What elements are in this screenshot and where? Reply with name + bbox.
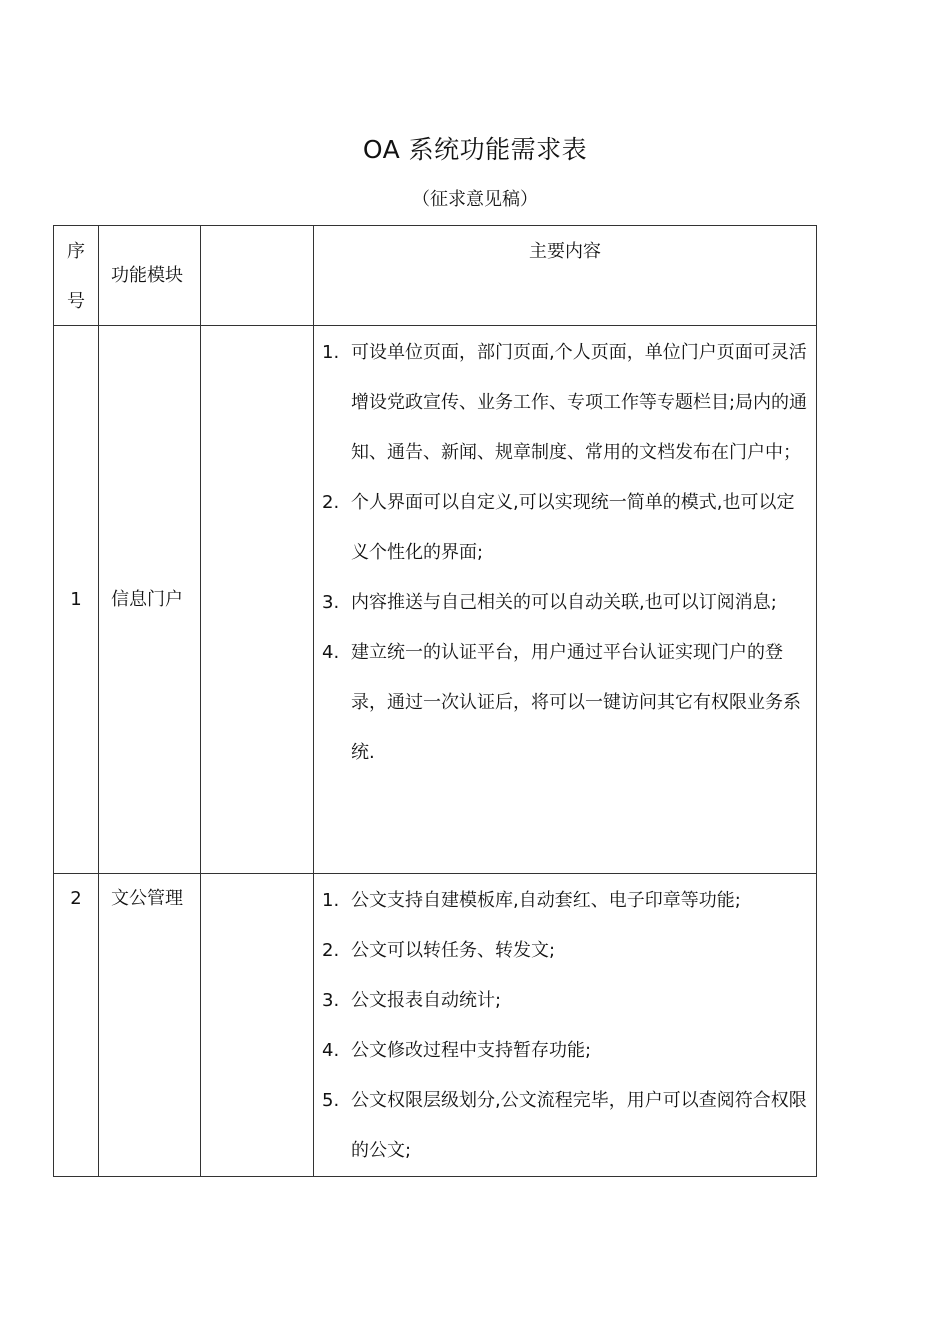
table-row — [54, 874, 817, 1177]
list-item-text: 公文支持自建模板库,自动套红、电子印章等功能; — [351, 890, 741, 911]
header-serial-number — [54, 226, 99, 326]
header-blank — [201, 226, 314, 326]
list-item — [314, 1076, 808, 1176]
list-item — [314, 628, 808, 778]
row-blank-cell — [201, 874, 314, 1177]
list-item — [314, 578, 808, 628]
list-item — [314, 328, 808, 478]
list-item-number: 4. — [322, 642, 340, 663]
row-module: 信息门户 — [99, 326, 201, 874]
header-serial-line1: 序 — [67, 241, 85, 262]
list-item-text: 内容推送与自己相关的可以自动关联,也可以订阅消息; — [351, 592, 777, 613]
list-item-text: 公文报表自动统计; — [351, 990, 502, 1011]
content-list — [314, 328, 808, 778]
list-item-number: 5. — [322, 1090, 340, 1111]
row-blank-cell — [201, 326, 314, 874]
row-main-content — [314, 326, 817, 874]
requirements-table — [53, 225, 817, 1177]
list-item — [314, 1026, 808, 1076]
list-item-text: 公文可以转任务、转发文; — [351, 940, 556, 961]
list-item — [314, 876, 808, 926]
list-item-number: 3. — [322, 990, 340, 1011]
header-main-content: 主要内容 — [314, 226, 817, 326]
list-item — [314, 926, 808, 976]
list-item-number: 1. — [322, 890, 340, 911]
list-item-number: 2. — [322, 492, 340, 513]
row-serial-number: 1 — [54, 326, 99, 874]
row-module: 文公管理 — [99, 874, 201, 1177]
header-module: 功能模块 — [99, 226, 201, 326]
list-item-text: 公文权限层级划分,公文流程完毕，用户可以查阅符合权限的公文; — [351, 1090, 807, 1161]
list-item-number: 2. — [322, 940, 340, 961]
list-item-number: 4. — [322, 1040, 340, 1061]
list-item — [314, 976, 808, 1026]
list-item-text: 可设单位页面，部门页面,个人页面，单位门户页面可灵活增设党政宣传、业务工作、专项工作等专题栏目;局内的通知、通告、新闻、规章制度、常用的文档发布在门户中； — [351, 342, 808, 463]
document-subtitle: （征求意见稿） — [412, 189, 538, 210]
list-item-text: 建立统一的认证平台，用户通过平台认证实现门户的登录，通过一次认证后，将可以一键访问其它有权限业务系统. — [351, 642, 801, 763]
document-title: OA 系统功能需求表 — [362, 135, 588, 164]
row-main-content — [314, 874, 817, 1177]
table-row — [54, 326, 817, 874]
header-serial-line2: 号 — [67, 291, 85, 312]
table-header-row — [54, 226, 817, 326]
list-item-text: 公文修改过程中支持暂存功能; — [351, 1040, 592, 1061]
list-item — [314, 478, 808, 578]
list-item-number: 1. — [322, 342, 340, 363]
content-list — [314, 876, 808, 1176]
list-item-number: 3. — [322, 592, 340, 613]
row-serial-number: 2 — [54, 874, 99, 1177]
list-item-text: 个人界面可以自定义,可以实现统一简单的模式,也可以定义个性化的界面; — [351, 492, 795, 563]
